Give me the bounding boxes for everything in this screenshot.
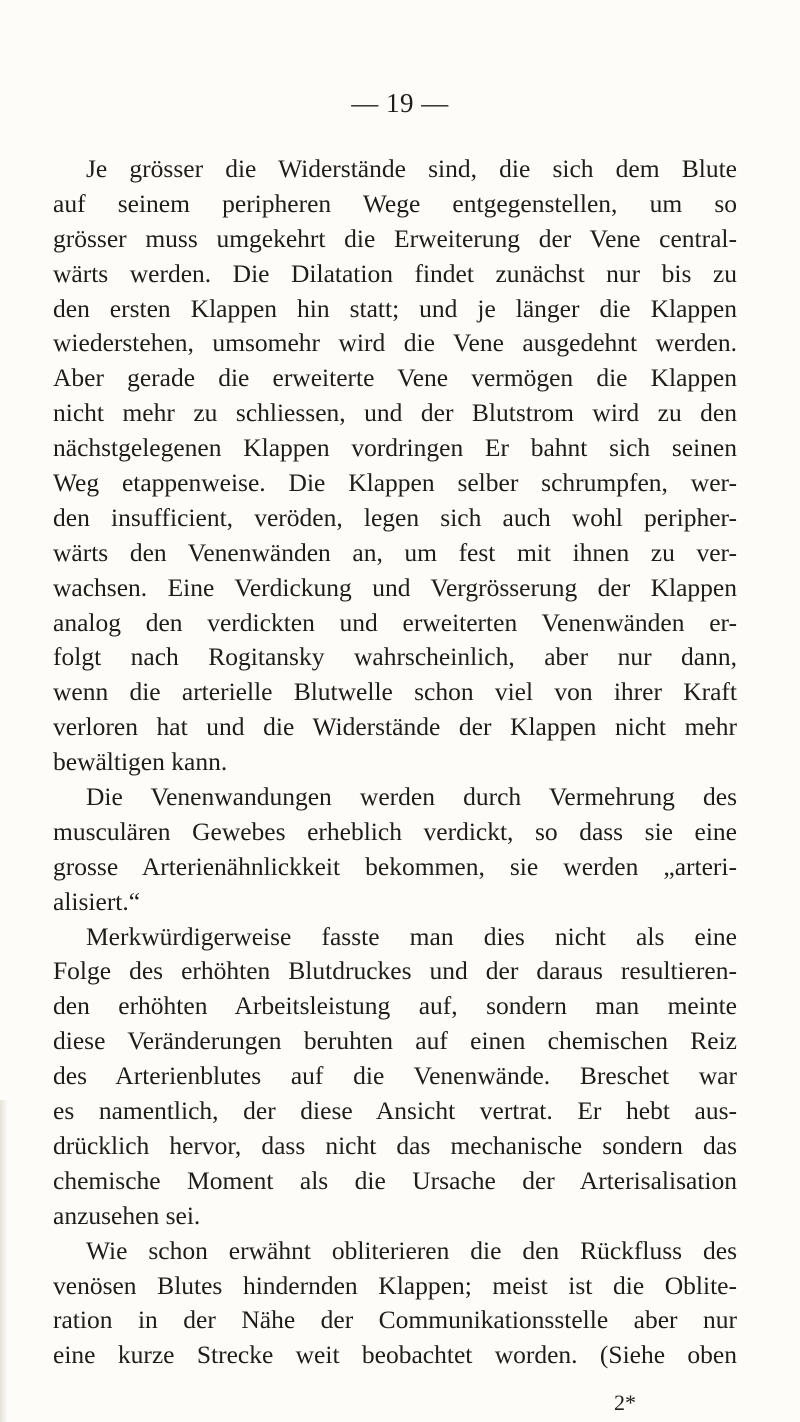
text-line: nicht mehr zu schliessen, und der Blutstrom wird zu den	[53, 398, 737, 428]
text-line: chemische Moment als die Ursache der Arterisalisation	[53, 1165, 737, 1195]
text-line: verloren hat und die Widerstände der Klappen nicht mehr	[53, 712, 737, 742]
page-number-header: — 19 —	[351, 88, 449, 118]
text-line: folgt nach Rogitansky wahrscheinlich, aber nur dann,	[53, 642, 737, 672]
text-line: wiederstehen, umsomehr wird die Vene ausgedehnt werden.	[53, 328, 737, 358]
text-line: wärts den Venenwänden an, um fest mit ihnen zu ver-	[53, 537, 737, 567]
text-line: wenn die arterielle Blutwelle schon viel von ihrer Kraft	[53, 677, 737, 707]
text-line: den erhöhten Arbeitsleistung auf, sondern man meinte	[53, 991, 737, 1021]
text-line: drücklich hervor, dass nicht das mechanische sondern das	[53, 1130, 737, 1160]
text-line: Weg etappenweise. Die Klappen selber schrumpfen, wer-	[53, 468, 737, 498]
text-line: Je grösser die Widerstände sind, die sich dem Blute	[86, 154, 737, 183]
text-line: den insufficient, veröden, legen sich auch wohl peripher-	[53, 502, 737, 532]
text-line: wärts werden. Die Dilatation findet zunächst nur bis zu	[53, 258, 737, 288]
text-line: nächstgelegenen Klappen vordringen Er bahnt sich seinen	[53, 433, 737, 463]
page-edge-shadow	[0, 1100, 8, 1422]
text-line: wachsen. Eine Verdickung und Vergrösserung der Klappen	[53, 572, 737, 602]
text-line: ration in der Nähe der Communikationsstelle aber nur	[53, 1305, 737, 1335]
text-line: musculären Gewebes erheblich verdickt, so dass sie eine	[53, 816, 737, 846]
text-line: Wie schon erwähnt obliterieren die den Rückfluss des	[86, 1235, 737, 1265]
text-line: bewältigen kann.	[53, 747, 228, 777]
text-line: anzusehen sei.	[53, 1200, 201, 1230]
text-line: des Arterienblutes auf die Venenwände. Breschet war	[53, 1061, 737, 1091]
text-line: diese Veränderungen beruhten auf einen chemischen Reiz	[53, 1026, 737, 1056]
text-line: den ersten Klappen hin statt; und je länger die Klappen	[53, 293, 737, 323]
text-line: auf seinem peripheren Wege entgegenstellen, um so	[53, 188, 737, 218]
text-line: alisiert.“	[53, 886, 141, 916]
text-line: Aber gerade die erweiterte Vene vermögen die Klappen	[53, 363, 737, 393]
body-text	[53, 152, 737, 1373]
text-line: analog den verdickten und erweiterten Venenwänden er-	[53, 607, 737, 637]
text-line: grösser muss umgekehrt die Erweiterung der Vene central-	[53, 223, 737, 253]
text-line: es namentlich, der diese Ansicht vertrat. Er hebt aus-	[53, 1096, 737, 1126]
text-line: venösen Blutes hindernden Klappen; meist ist die Oblite-	[53, 1270, 737, 1300]
text-line: Folge des erhöhten Blutdruckes und der daraus resultieren-	[53, 956, 737, 986]
text-line: grosse Arterienähnlickkeit bekommen, sie werden „arteri-	[53, 851, 737, 881]
signature-mark: 2*	[614, 1390, 636, 1415]
text-line: eine kurze Strecke weit beobachtet worden. (Siehe oben	[53, 1340, 737, 1370]
text-line: Die Venenwandungen werden durch Vermehrung des	[86, 782, 737, 812]
text-line: Merkwürdigerweise fasste man dies nicht als eine	[86, 921, 737, 951]
